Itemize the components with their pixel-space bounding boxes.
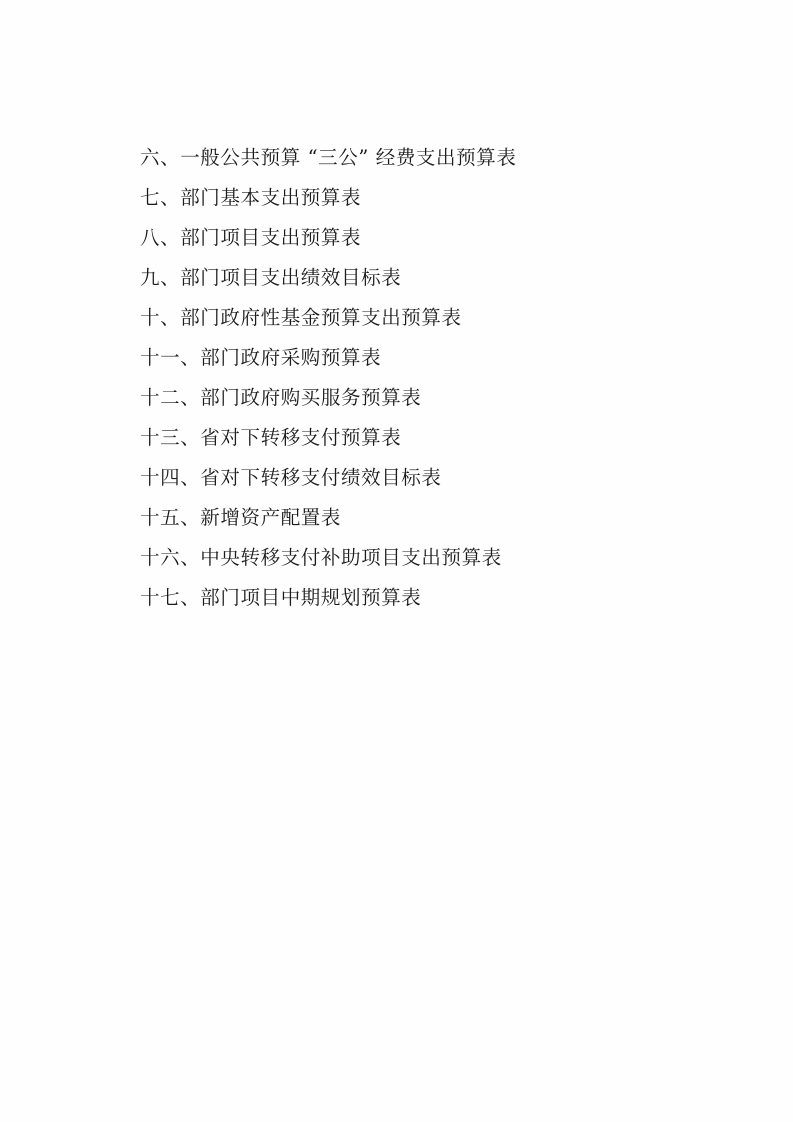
list-item: 十二、部门政府购买服务预算表 [140,386,422,409]
list-item: 十五、新增资产配置表 [140,506,342,529]
list-item: 十、部门政府性基金预算支出预算表 [140,306,462,329]
list-item: 十三、省对下转移支付预算表 [140,426,402,449]
list-item: 十六、中央转移支付补助项目支出预算表 [140,546,502,569]
list-item: 八、部门项目支出预算表 [140,226,362,249]
table-of-contents [140,138,693,618]
list-item: 十七、部门项目中期规划预算表 [140,586,422,609]
list-item: 七、部门基本支出预算表 [140,186,362,209]
list-item: 十一、部门政府采购预算表 [140,346,382,369]
list-item: 九、部门项目支出绩效目标表 [140,266,402,289]
list-item: 六、一般公共预算 “三公” 经费支出预算表 [140,146,517,169]
list-item: 十四、省对下转移支付绩效目标表 [140,466,442,489]
